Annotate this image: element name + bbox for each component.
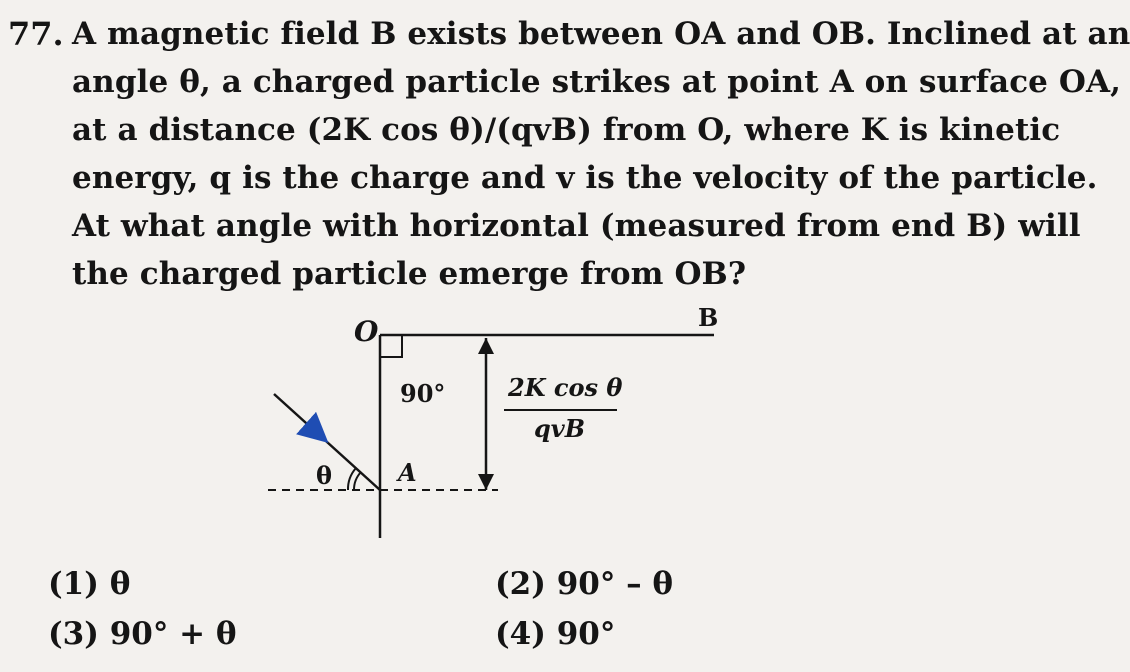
question-line-3: at a distance (2K cos θ)/(qvB) from O, where K is kinetic — [72, 112, 1061, 148]
question-line-4: energy, q is the charge and v is the velocity of the particle. — [72, 160, 1098, 196]
option-2: (2) 90° – θ — [495, 566, 674, 602]
label-90-degree: 90° — [400, 379, 446, 408]
option-3: (3) 90° + θ — [48, 616, 237, 652]
question-line-5: At what angle with horizontal (measured from end B) will — [72, 208, 1081, 244]
label-fraction-denominator: qvB — [534, 414, 586, 443]
label-o: O — [354, 315, 379, 348]
option-1: (1) θ — [48, 566, 131, 602]
option-4: (4) 90° — [495, 616, 616, 652]
label-b: B — [698, 303, 719, 332]
question-line-1: A magnetic field B exists between OA and OB. Inclined at an — [72, 16, 1130, 52]
question-line-6: the charged particle emerge from OB? — [72, 256, 747, 292]
theta-arc-inner — [354, 472, 361, 490]
question-line-2: angle θ, a charged particle strikes at point A on surface OA, — [72, 64, 1122, 100]
physics-diagram — [262, 300, 722, 560]
distance-arrow-top-icon — [478, 338, 494, 354]
diagram-svg — [262, 300, 722, 560]
question-number: 77. — [8, 15, 64, 53]
particle-direction-arrow — [306, 423, 324, 439]
options-block — [48, 562, 948, 672]
question-text — [72, 10, 1130, 298]
label-theta: θ — [316, 461, 333, 490]
right-angle-mark — [380, 335, 402, 357]
distance-arrow-bottom-icon — [478, 474, 494, 490]
label-fraction-numerator: 2K cos θ — [508, 373, 623, 402]
label-a: A — [398, 458, 417, 487]
